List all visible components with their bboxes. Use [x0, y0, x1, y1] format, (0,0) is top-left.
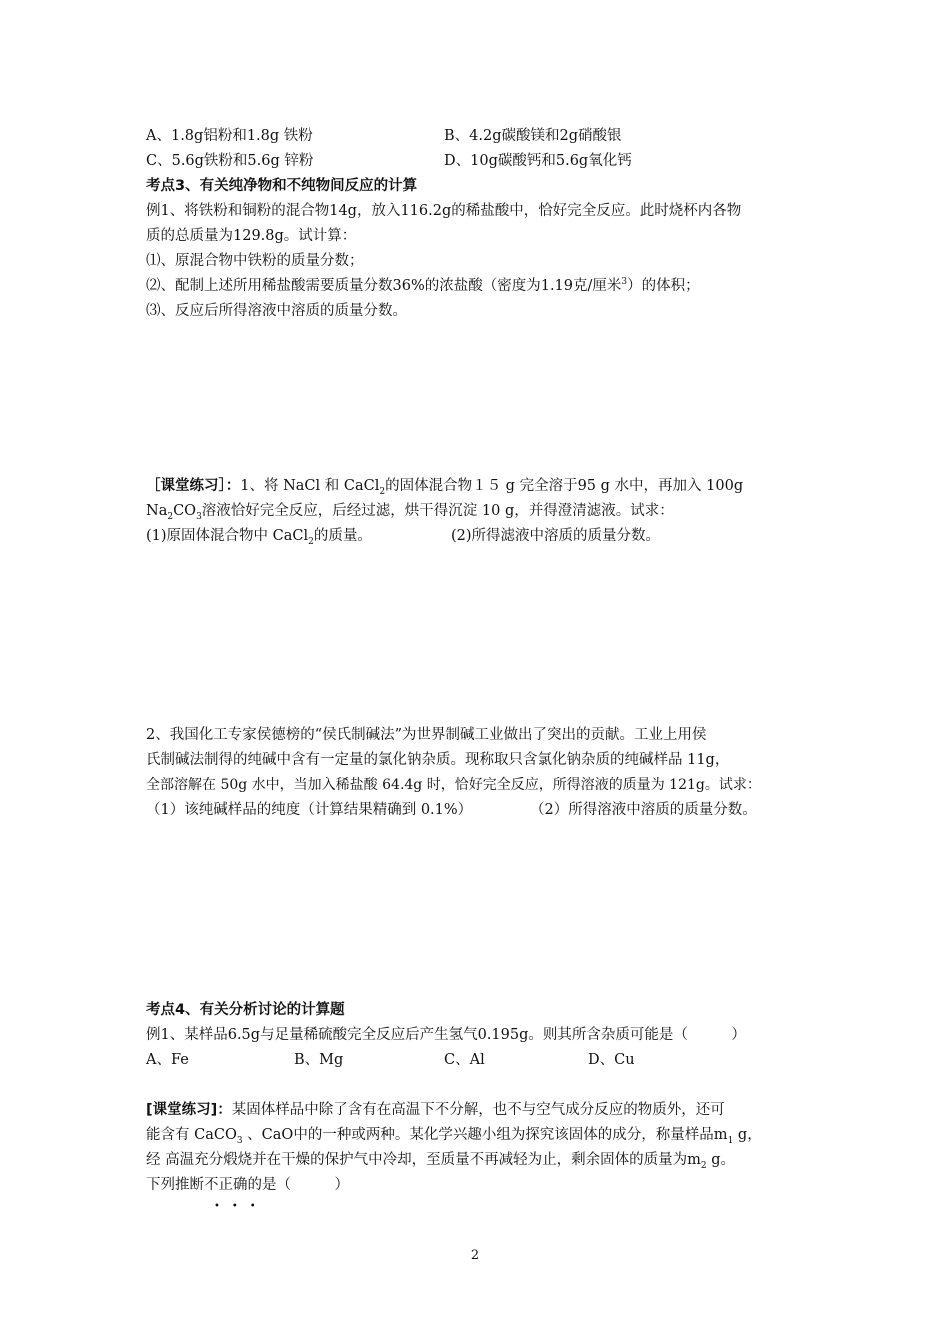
- section4-example: 例1、某样品6.5g与足量稀硫酸完全反应后产生氢气0.195g。则其所含杂质可能是（ ）: [146, 1027, 746, 1043]
- practice1-line2: $Na_2CO_3$溶液恰好完全反应，后经过滤，烘干得沉淀 10 g，并得澄清滤液。试求：: [146, 503, 674, 522]
- practice1-question2: (2)所得滤液中溶质的质量分数。: [451, 528, 661, 544]
- practice2-line4b: （2）所得溶液中溶质的质量分数。: [530, 802, 757, 818]
- section4-option-d: D、Cu: [588, 1052, 635, 1068]
- section3-question3: ⑶、反应后所得溶液中溶质的质量分数。: [146, 303, 407, 319]
- section3-question1: ⑴、原混合物中铁粉的质量分数；: [146, 253, 364, 269]
- practice1-line3: (1)原固体混合物中 CaCl$_2$的质量。: [146, 528, 372, 547]
- option-c: C、5.6g铁粉和5.6g 锌粉: [146, 153, 314, 169]
- option-d: D、10g碳酸钙和5.6g氧化钙: [444, 153, 632, 169]
- section3-heading: 考点3、有关纯净物和不纯物间反应的计算: [146, 178, 418, 194]
- section3-example-line2: 质的总质量为129.8g。试计算：: [146, 228, 357, 244]
- practice3-line4: 下列推断不正确的是（ ）: [146, 1177, 349, 1193]
- section4-option-b: B、Mg: [294, 1052, 344, 1068]
- practice3-line2: 能含有 CaCO$_3$ 、CaO中的一种或两种。某化学兴趣小组为探究该固体的成分，称量样品$m_1$ g，: [146, 1127, 762, 1146]
- practice2-line2: 氏制碱法制得的纯碱中含有一定量的氯化钠杂质。现称取只含氯化钠杂质的纯碱样品 11g，: [146, 752, 730, 768]
- section4-option-c: C、Al: [444, 1052, 485, 1068]
- option-a: A、1.8g铝粉和1.8g 铁粉: [146, 128, 313, 144]
- practice2-line4a: （1）该纯碱样品的纯度（计算结果精确到 0.1%）: [146, 802, 473, 818]
- emphasis-dots: •••: [214, 1201, 268, 1212]
- option-b: B、4.2g碳酸镁和2g硝酸银: [444, 128, 622, 144]
- section3-question2: ⑵、配制上述所用稀盐酸需要质量分数36%的浓盐酸（密度为1.19克/厘米$^3$）的体积；: [146, 277, 700, 294]
- section3-example-line1: 例1、将铁粉和铜粉的混合物14g，放入116.2g的稀盐酸中，恰好完全反应。此时烧杯内各物: [146, 203, 742, 219]
- practice1-line1: ［课堂练习］：1、将 NaCl 和 CaCl$_2$的固体混合物１５ g 完全溶于95 g 水中，再加入 100g: [146, 478, 744, 497]
- page-number: 2: [470, 1248, 480, 1263]
- practice2-line1: 2、我国化工专家侯德榜的“侯氏制碱法”为世界制碱工业做出了突出的贡献。工业上用侯: [146, 727, 707, 743]
- section4-option-a: A、Fe: [146, 1052, 189, 1068]
- practice3-line3: 经 高温充分煅烧并在干燥的保护气中冷却，至质量不再减轻为止，剩余固体的质量为$m_2$ g。: [146, 1152, 735, 1171]
- practice2-line3: 全部溶解在 50g 水中，当加入稀盐酸 64.4g 时，恰好完全反应，所得溶液的质量为 121g。试求：: [146, 777, 761, 793]
- section4-heading: 考点4、有关分析讨论的计算题: [146, 1002, 345, 1018]
- practice3-line1: [课堂练习]：某固体样品中除了含有在高温下不分解，也不与空气成分反应的物质外，还可: [146, 1102, 725, 1118]
